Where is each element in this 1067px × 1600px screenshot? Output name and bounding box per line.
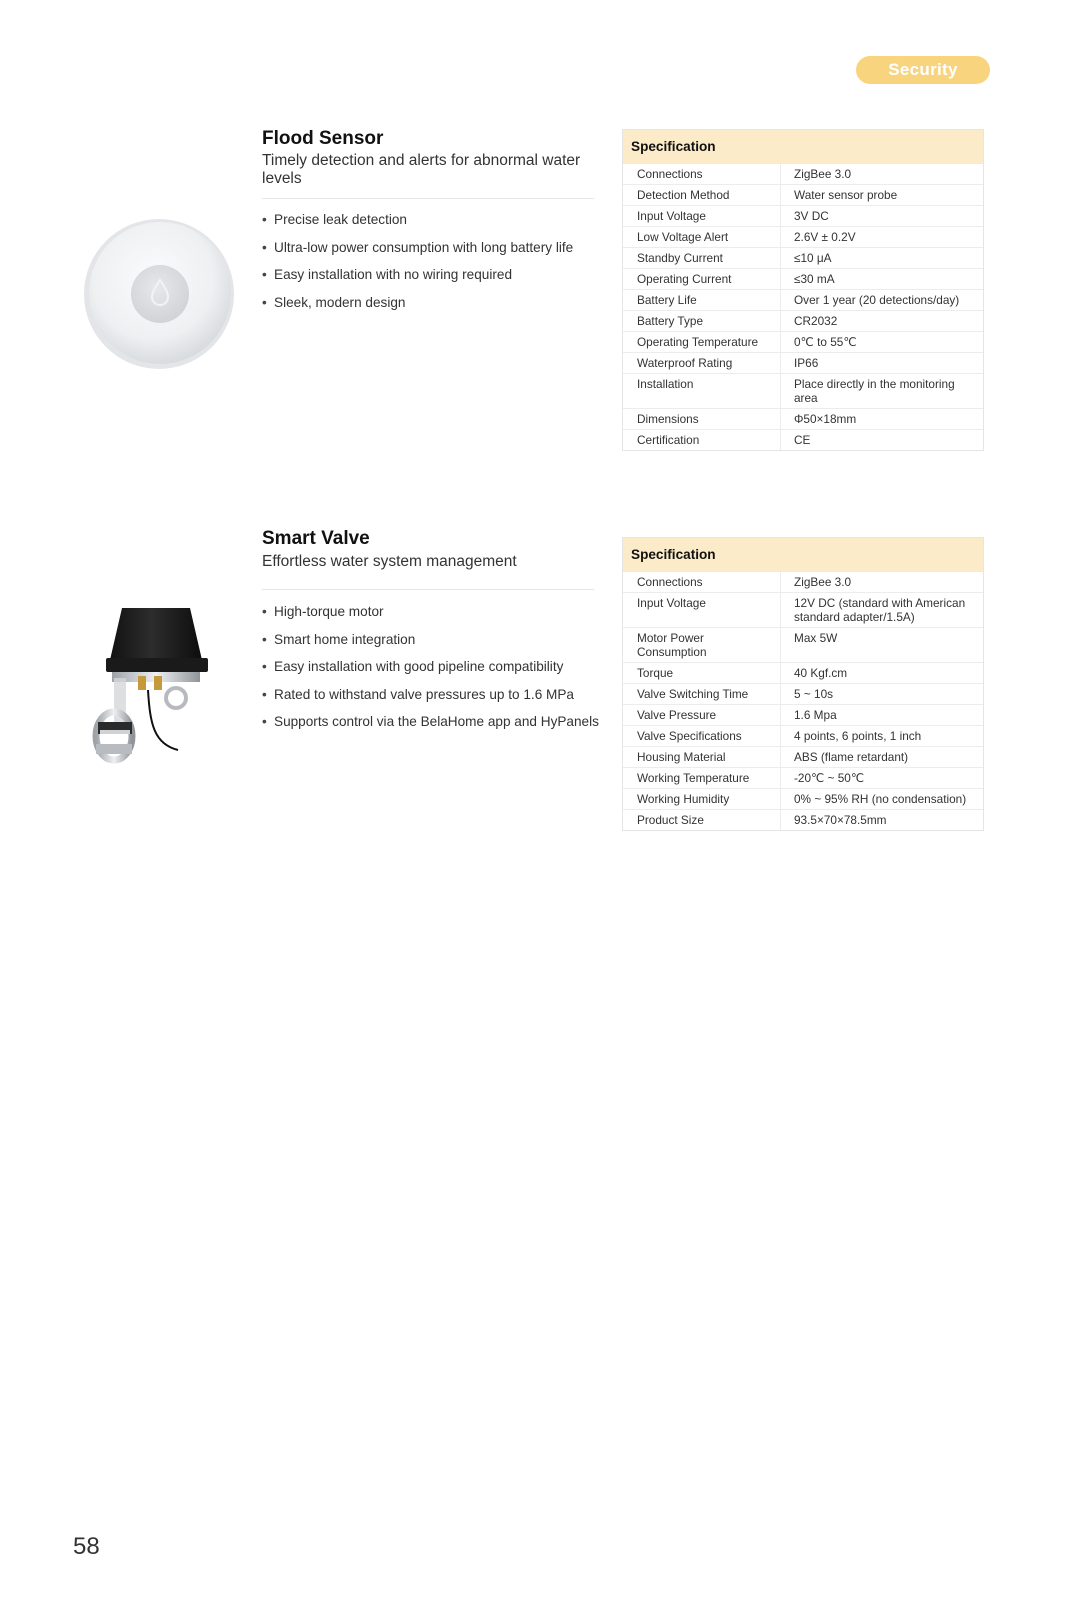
- spec-value: 12V DC (standard with American standard adapter/1.5A): [781, 593, 984, 628]
- table-row: [623, 227, 983, 248]
- feature-list: [262, 211, 573, 321]
- feature-item: • Supports control via the BelaHome app and HyPanels: [262, 713, 599, 741]
- spec-key: Valve Specifications: [623, 726, 781, 747]
- spec-key: Battery Type: [623, 311, 781, 332]
- spec-value: 4 points, 6 points, 1 inch: [781, 726, 984, 747]
- divider: [262, 198, 594, 199]
- spec-table: [622, 129, 984, 451]
- spec-key: Operating Current: [623, 269, 781, 290]
- category-badge: Security: [856, 56, 990, 84]
- spec-value: 2.6V ± 0.2V: [781, 227, 984, 248]
- table-row: [623, 332, 983, 353]
- spec-key: Motor Power Consumption: [623, 628, 781, 663]
- spec-key: Input Voltage: [623, 593, 781, 628]
- feature-item: • Easy installation with no wiring required: [262, 266, 573, 294]
- table-row: [623, 628, 983, 663]
- feature-item: • Sleek, modern design: [262, 294, 573, 322]
- spec-value: 3V DC: [781, 206, 984, 227]
- smart-valve-image: [92, 604, 224, 770]
- product-tagline: Effortless water system management: [262, 553, 517, 570]
- spec-value: CE: [781, 430, 984, 451]
- table-row: [623, 185, 983, 206]
- table-row: [623, 705, 983, 726]
- spec-value: -20℃ ~ 50℃: [781, 768, 984, 789]
- spec-table-header: Specification: [623, 538, 983, 572]
- product-title: Smart Valve: [262, 528, 370, 549]
- spec-key: Battery Life: [623, 290, 781, 311]
- table-row: [623, 248, 983, 269]
- table-row: [623, 269, 983, 290]
- spec-value: Max 5W: [781, 628, 984, 663]
- spec-value: ABS (flame retardant): [781, 747, 984, 768]
- spec-key: Dimensions: [623, 409, 781, 430]
- spec-value: 40 Kgf.cm: [781, 663, 984, 684]
- table-row: [623, 684, 983, 705]
- spec-value: CR2032: [781, 311, 984, 332]
- spec-value: ≤30 mA: [781, 269, 984, 290]
- spec-value: 5 ~ 10s: [781, 684, 984, 705]
- spec-key: Working Temperature: [623, 768, 781, 789]
- flood-sensor-image: [83, 218, 235, 370]
- spec-key: Product Size: [623, 810, 781, 831]
- spec-key: Valve Pressure: [623, 705, 781, 726]
- table-row: [623, 726, 983, 747]
- feature-item: • Rated to withstand valve pressures up to 1.6 MPa: [262, 686, 599, 714]
- spec-value: 93.5×70×78.5mm: [781, 810, 984, 831]
- feature-list: [262, 603, 599, 741]
- feature-item: • Precise leak detection: [262, 211, 573, 239]
- table-row: [623, 572, 983, 593]
- spec-key: Input Voltage: [623, 206, 781, 227]
- divider: [262, 589, 594, 590]
- table-row: [623, 353, 983, 374]
- spec-table: [622, 537, 984, 831]
- spec-key: Certification: [623, 430, 781, 451]
- feature-item: • Ultra-low power consumption with long battery life: [262, 239, 573, 267]
- table-row: [623, 663, 983, 684]
- table-row: [623, 747, 983, 768]
- table-row: [623, 768, 983, 789]
- spec-value: ZigBee 3.0: [794, 575, 852, 589]
- feature-item: • Smart home integration: [262, 631, 599, 659]
- product-title: Flood Sensor: [262, 128, 384, 149]
- table-row: [623, 290, 983, 311]
- spec-value: Over 1 year (20 detections/day): [781, 290, 984, 311]
- table-row: [623, 206, 983, 227]
- spec-value: Φ50×18mm: [781, 409, 984, 430]
- spec-key: Valve Switching Time: [623, 684, 781, 705]
- spec-key: Torque: [623, 663, 781, 684]
- spec-value: Water sensor probe: [781, 185, 984, 206]
- spec-value: Place directly in the monitoring area: [781, 374, 984, 409]
- spec-key: Installation: [623, 374, 781, 409]
- product-tagline: Timely detection and alerts for abnormal water levels: [262, 152, 581, 187]
- spec-value: 0℃ to 55℃: [781, 332, 984, 353]
- spec-value: 0% ~ 95% RH (no condensation): [781, 789, 984, 810]
- table-row: [623, 789, 983, 810]
- spec-key: Housing Material: [623, 747, 781, 768]
- spec-key: Working Humidity: [623, 789, 781, 810]
- spec-table-header: Specification: [623, 130, 983, 164]
- table-row: [623, 311, 983, 332]
- spec-key: Detection Method: [623, 185, 781, 206]
- spec-value: 1.6 Mpa: [781, 705, 984, 726]
- table-row: [623, 810, 983, 831]
- spec-key: Waterproof Rating: [623, 353, 781, 374]
- page-number: 58: [73, 1533, 100, 1560]
- table-row: [623, 593, 983, 628]
- spec-key: Standby Current: [623, 248, 781, 269]
- table-row: [623, 409, 983, 430]
- table-row: [623, 430, 983, 451]
- spec-value: ZigBee 3.0: [794, 167, 852, 181]
- spec-key: Connections: [623, 164, 781, 185]
- feature-item: • Easy installation with good pipeline compatibility: [262, 658, 599, 686]
- spec-value: ≤10 μA: [781, 248, 984, 269]
- spec-key: Low Voltage Alert: [623, 227, 781, 248]
- table-row: [623, 374, 983, 409]
- spec-key: Operating Temperature: [623, 332, 781, 353]
- table-row: [623, 164, 983, 185]
- feature-item: • High-torque motor: [262, 603, 599, 631]
- spec-value: IP66: [781, 353, 984, 374]
- spec-key: Connections: [623, 572, 781, 593]
